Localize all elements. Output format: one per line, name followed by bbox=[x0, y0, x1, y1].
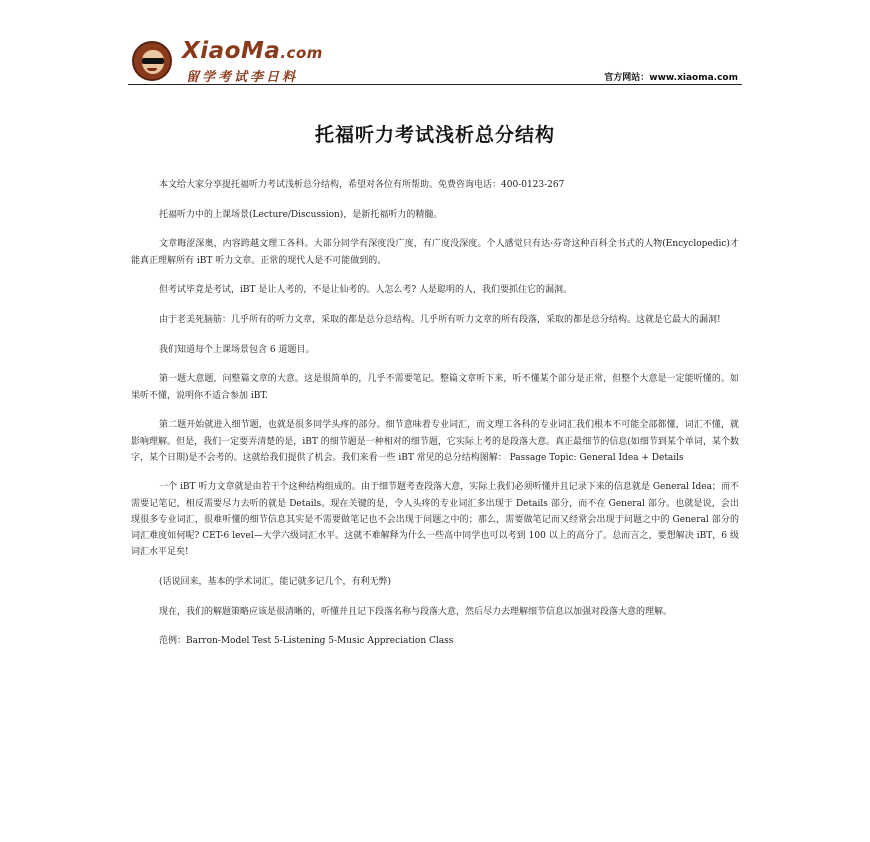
paragraph-detail-questions: 第二题开始就进入细节题，也就是很多同学头疼的部分。细节意味着专业词汇，而文理工各科的专业词汇我们根本不可能全部都懂，词汇不懂，就影响理解。但是，我们一定要弄清楚的是，iBT 的细节题是一种相对的细节题，它实际上考的是段落大意。真正最细节的信息(如细节到某个单词，某个数字，某个日期)是不会考的。这就给我们提供了机会。我们来看一些 iBT 常见的总分结构图解： Passage Topic: General Idea + Details bbox=[131, 420, 739, 463]
paragraph-first-question: 第一题大意题，问整篇文章的大意。这是很简单的，几乎不需要笔记。整篇文章听下来，听不懂某个部分是正常，但整个大意是一定能听懂的。如果听不懂，说明你不适合参加 iBT. bbox=[131, 374, 739, 401]
brand-tagline: 留学考试李日料 bbox=[186, 70, 299, 85]
paragraph-aside: (话说回来，基本的学术词汇，能记就多记几个，有利无弊) bbox=[159, 576, 392, 587]
paragraph-lecture: 托福听力中的上课场景(Lecture/Discussion)，是新托福听力的精髓。 bbox=[159, 209, 443, 220]
paragraph-general-idea: 一个 iBT 听力文章就是由若干个这种结构组成的。由于细节题考查段落大意，实际上我们必须听懂并且记录下来的信息就是 General Idea；而不需要记笔记，相反需要尽力去听的就是 Details。现在关键的是，令人头疼的专业词汇多出现于 Details 部分，而不在 General 部分。也就是说，会出现很多专业词汇，很难听懂的细节信息其实是不需要做笔记也不会出现于问题之中的；那么，需要做笔记而又经常会出现于问题之中的 General 部分的词汇难度如何呢? CET-6 level—大学六级词汇水平。这就不难解释为什么一些高中同学也可以考到 100 以上的高分了。总而言之，要想解决 iBT，6 级词汇水平足矣! bbox=[131, 482, 739, 558]
paragraph-intro: 本文给大家分享提托福听力考试浅析总分结构，希望对各位有所帮助。免费咨询电话：400-0123-267 bbox=[159, 180, 565, 190]
brand-logo-text: XiaoMa.com bbox=[182, 38, 323, 64]
paragraph-loophole: 但考试毕竟是考试，iBT 是让人考的，不是让仙考的。人怎么考? 人是聪明的人，我们要抓住它的漏洞。 bbox=[159, 285, 573, 296]
paragraph-structure: 由于老美死脑筋：几乎所有的听力文章，采取的都是总分总结构。几乎所有听力文章的所有段落，采取的都是总分结构。这就是它最大的漏洞! bbox=[159, 315, 721, 326]
official-website: 官方网站：www.xiaoma.com bbox=[604, 73, 738, 83]
document-title: 托福听力考试浅析总分结构 bbox=[314, 124, 555, 146]
page-header bbox=[128, 36, 742, 85]
paragraph-example: 范例：Barron-Model Test 5-Listening 5-Music Appreciation Class bbox=[159, 636, 454, 647]
xiaoma-logo-icon bbox=[132, 41, 172, 81]
paragraph-six-questions: 我们知道每个上课场景包含 6 道题目。 bbox=[159, 344, 315, 355]
document-body bbox=[131, 177, 739, 663]
paragraph-strategy: 现在，我们的解题策略应该是很清晰的，听懂并且记下段落名称与段落大意，然后尽力去理解细节信息以加强对段落大意的理解。 bbox=[159, 606, 673, 617]
paragraph-difficulty: 文章晦涩深奥，内容跨越文理工各科。大部分同学有深度没广度，有广度没深度。个人感觉只有达·芬奇这种百科全书式的人物(Encyclopedic)才能真正理解所有 iBT 听力文章。正常的现代人是不可能做到的。 bbox=[131, 239, 739, 266]
